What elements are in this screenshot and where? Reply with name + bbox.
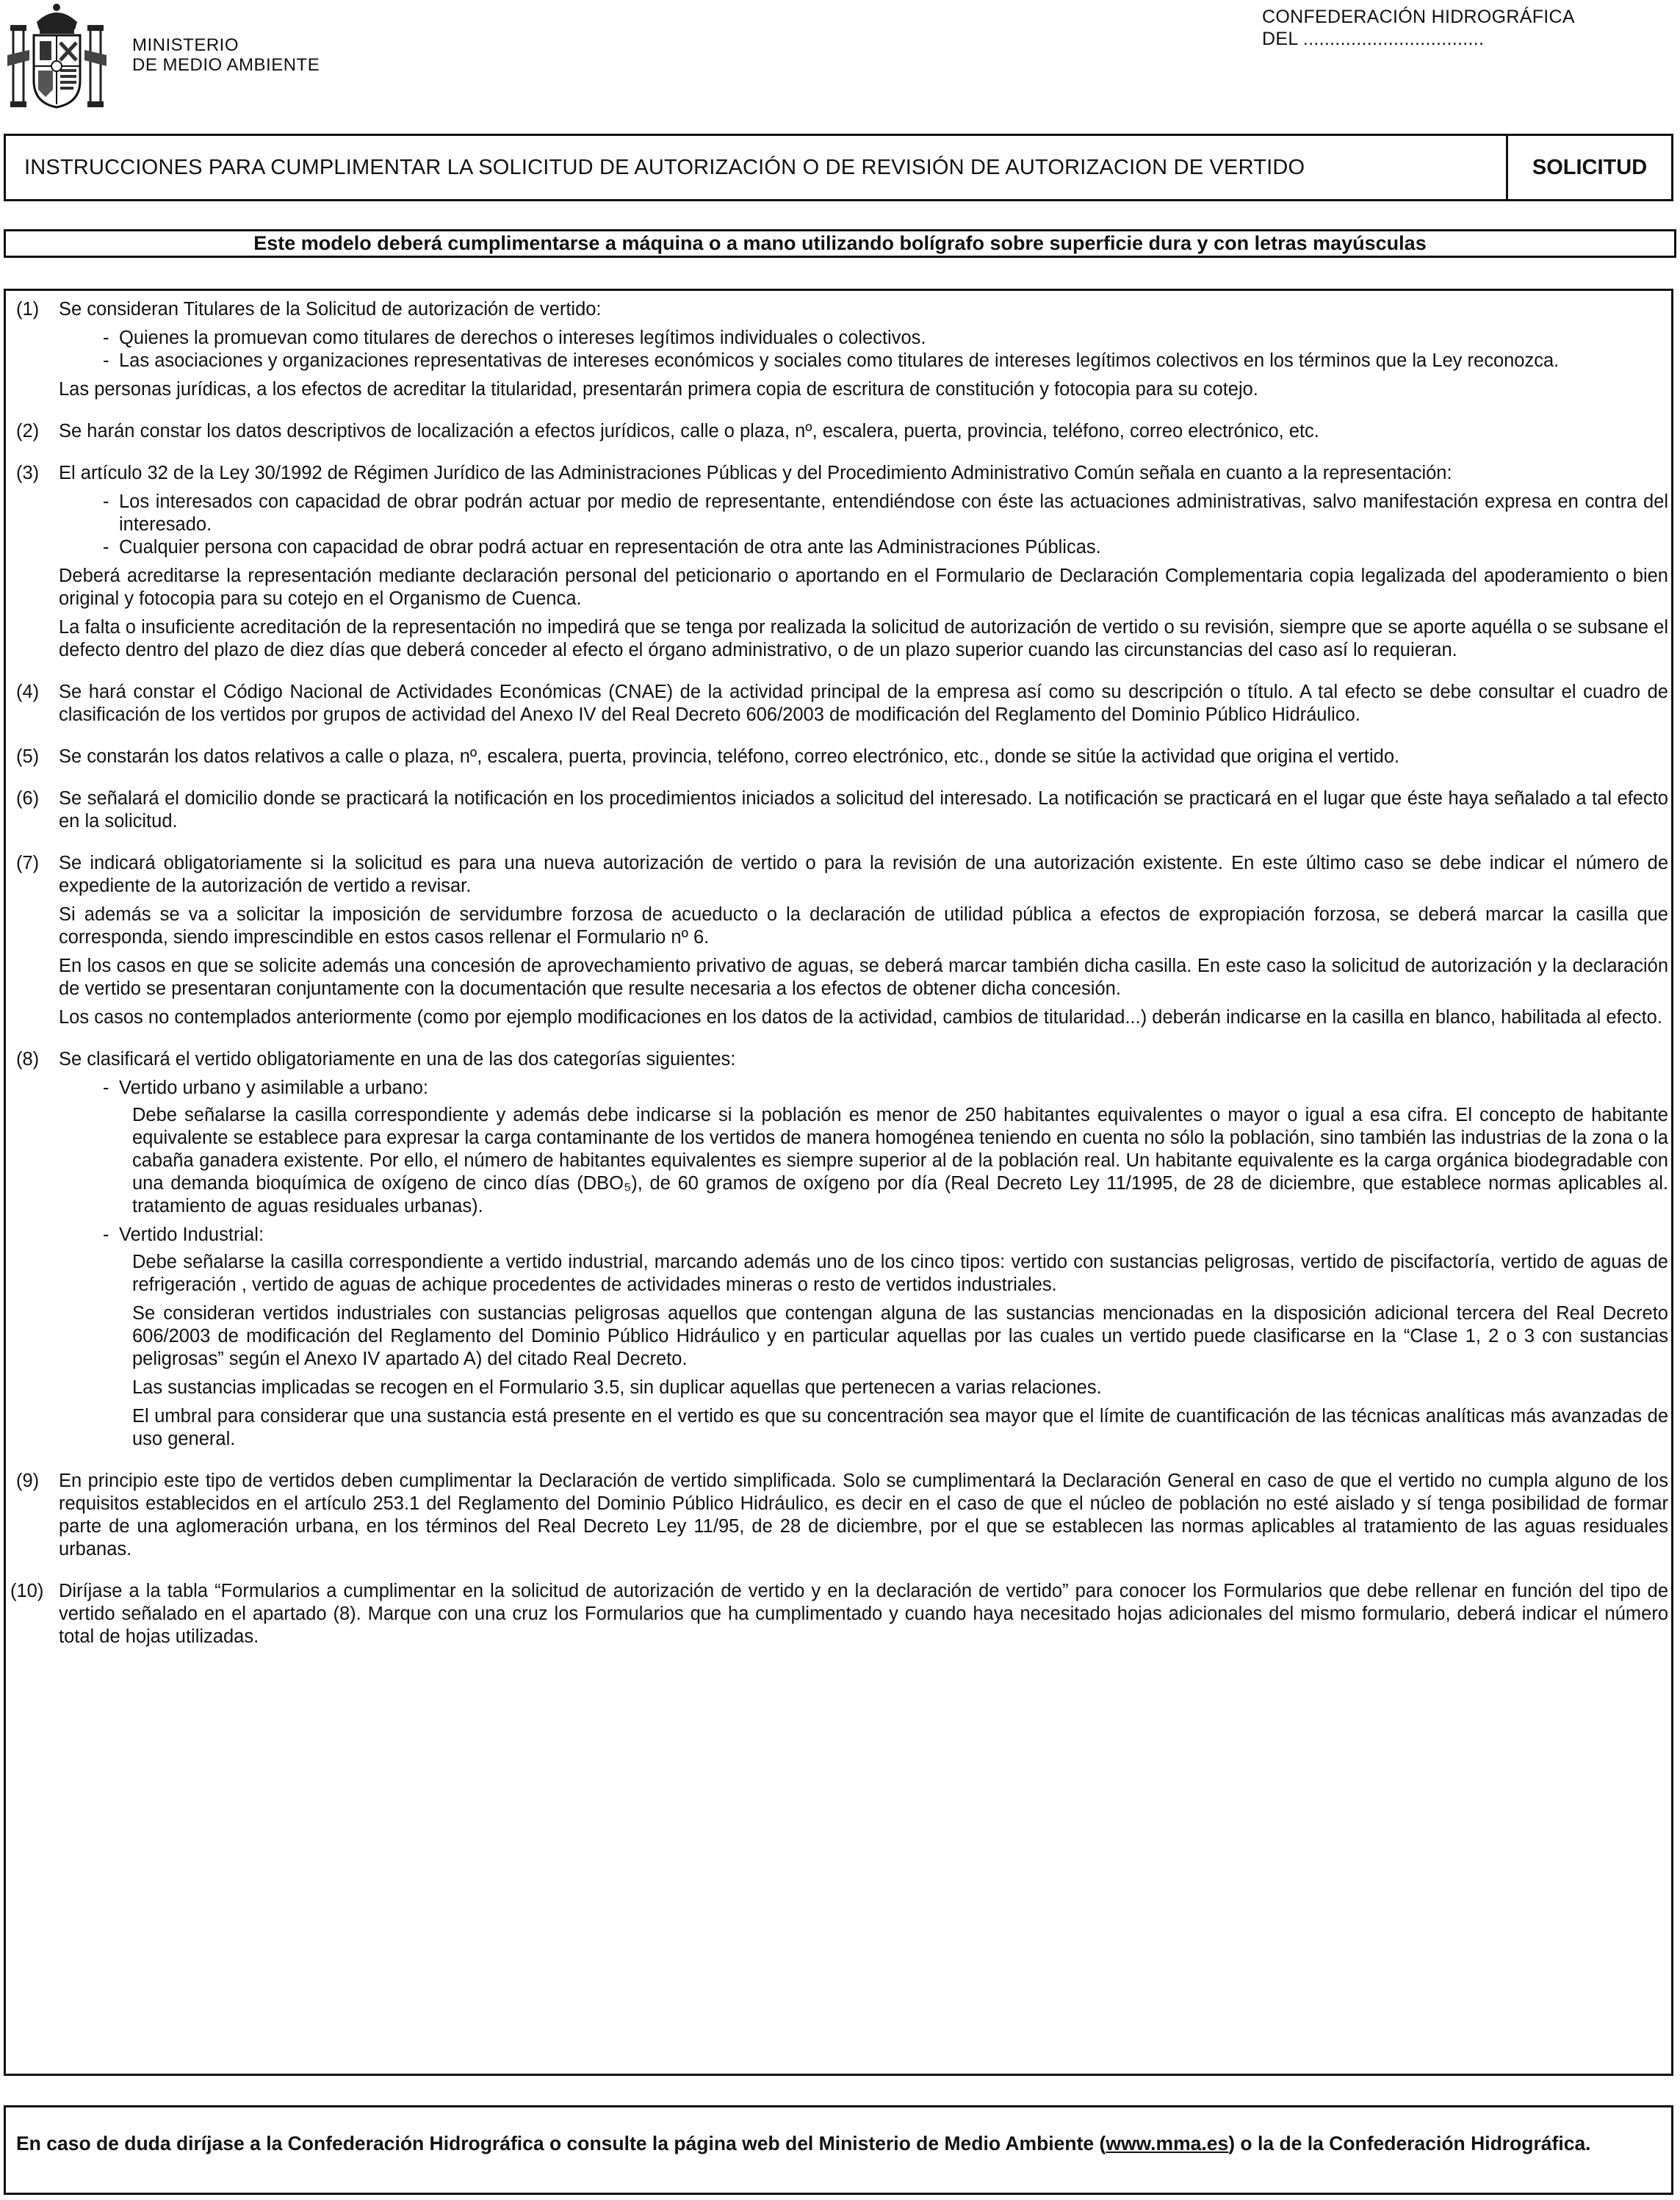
item-paragraph: Debe señalarse la casilla correspondiente a vertido industrial, marcando además uno de los cinco tipos: vertido con sustancias peligrosas, vertido de piscifactoría, vertido de aguas de refrigeración , vertido de aguas de achique procedentes de actividades mineras o resto de vertidos industriales.: [132, 1252, 1668, 1295]
item-number: (5): [16, 746, 40, 767]
instructions-list: [10, 298, 1668, 1648]
item-number: (4): [16, 682, 40, 702]
industrial-discharge-heading: - Vertido Industrial:: [59, 1224, 1668, 1247]
item-intro: Se consideran Titulares de la Solicitud de autorización de vertido:: [59, 299, 602, 320]
instruction-item-3: [10, 462, 1668, 662]
instruction-item-7: [10, 852, 1668, 1029]
item-paragraph: Diríjase a la tabla “Formularios a cumplimentar en la solicitud de autorización de vertido y en la declaración de vertido” para conocer los Formularios que debe rellenar en función del tipo de vertido señalado en el apartado (8). Marque con una cruz los Formularios que ha cumplimentado y cuando haya necesitado hojas adicionales del mismo formulario, deberá indicar el número total de hojas utilizadas.: [59, 1581, 1668, 1647]
document-type-tag: SOLICITUD: [1532, 156, 1648, 179]
title-bar: [4, 134, 1673, 201]
item-paragraph: Se hará constar el Código Nacional de Actividades Económicas (CNAE) de la actividad principal de la empresa así como su descripción o título. A tal efecto se debe consultar el cuadro de clasificación de los vertidos por grupos de actividad del Anexo IV del Real Decreto 606/2003 de modificación del Reglamento del Dominio Público Hidráulico.: [59, 682, 1668, 725]
item-paragraph: Se consideran vertidos industriales con sustancias peligrosas aquellos que contengan alguna de las sustancias mencionadas en la disposición adicional tercera del Real Decreto 606/2003 de modificación del Reglamento del Dominio Público Hidráulico y en particular aquellas por las cuales un vertido puede clasificarse en la “Clase 1, 2 o 3 con sustancias peligrosas” según el Anexo IV apartado A) del citado Real Decreto.: [132, 1303, 1668, 1369]
item-number: (10): [10, 1581, 44, 1601]
item-intro: El artículo 32 de la Ley 30/1992 de Régimen Jurídico de las Administraciones Públicas y del Procedimiento Administrativo Común señala en cuanto a la representación:: [59, 463, 1452, 483]
urban-discharge-heading: - Vertido urbano y asimilable a urbano:: [59, 1077, 1668, 1100]
bullet-list: [59, 327, 1668, 372]
ministry-line-1: MINISTERIO: [132, 35, 239, 55]
item-number: (9): [16, 1471, 40, 1491]
bullet-item: - Cualquier persona con capacidad de obrar podrá actuar en representación de otra ante las Administraciones Públicas.: [103, 536, 1668, 559]
bullet-item: - Los interesados con capacidad de obrar podrán actuar por medio de representante, entendiéndose con éste las actuaciones administrativas, salvo manifestación expresa en contra del interesado.: [103, 491, 1668, 536]
item-paragraph: En los casos en que se solicite además una concesión de aprovechamiento privativo de aguas, se deberá marcar también dicha casilla. En este caso la solicitud de autorización y la declaración de vertido se presentaran conjuntamente con la documentación que resulte necesaria a los efectos de obtener dicha concesión.: [59, 956, 1668, 999]
item-paragraph: Se indicará obligatoriamente si la solicitud es para una nueva autorización de vertido o para la revisión de una autorización existente. En este último caso se debe indicar el número de expediente de la autorización de vertido a revisar.: [59, 853, 1668, 896]
document-title: INSTRUCCIONES PARA CUMPLIMENTAR LA SOLICITUD DE AUTORIZACIÓN O DE REVISIÓN DE AUTORIZACION DE VERTIDO: [24, 156, 1305, 179]
item-number: (6): [16, 788, 40, 809]
item-number: (1): [16, 299, 40, 320]
item-paragraph: En principio este tipo de vertidos deben cumplimentar la Declaración de vertido simplificada. Solo se cumplimentará la Declaración General en caso de que el vertido no cumpla alguno de los requisitos establecidos en el artículo 253.1 del Reglamento del Dominio Público Hidráulico, es decir en el caso de que el núcleo de población no esté aislado y sí tenga posibilidad de formar parte de una aglomeración urbana, en los términos del Real Decreto Ley 11/95, de 28 de diciembre, por el que se establecen las normas aplicables al tratamiento de las aguas residuales urbanas.: [59, 1471, 1668, 1559]
bullet-list: [59, 491, 1668, 559]
confederation-line-1: CONFEDERACIÓN HIDROGRÁFICA: [1262, 7, 1575, 27]
instruction-item-5: [10, 746, 1668, 768]
item-number: (2): [16, 421, 40, 441]
item-number: (7): [16, 853, 40, 873]
item-paragraph: Los casos no contemplados anteriormente (como por ejemplo modificaciones en los datos de la actividad, cambios de titularidad...) deberán indicarse en la casilla en blanco, habilitada al efecto.: [59, 1007, 1662, 1028]
item-paragraph: La falta o insuficiente acreditación de la representación no impedirá que se tenga por realizada la solicitud de autorización de vertido o su revisión, siempre que se aporte aquélla o se subsane el defecto dentro del plazo de diez días que deberá conceder al efecto el órgano administrativo, o de un plazo superior cuando las circunstancias del caso así lo requieran.: [59, 617, 1668, 660]
instruction-item-9: [10, 1470, 1668, 1561]
instruction-item-2: [10, 420, 1668, 443]
confederation-line-2: DEL ..................................: [1262, 29, 1485, 49]
coat-of-arms-logo: [7, 0, 107, 110]
urban-discharge-body: [59, 1104, 1668, 1218]
item-paragraph: Se harán constar los datos descriptivos de localización a efectos jurídicos, calle o plaza, nº, escalera, puerta, provincia, teléfono, correo electrónico, etc.: [59, 421, 1319, 441]
instruction-item-1: [10, 298, 1668, 401]
item-number: (8): [16, 1049, 40, 1070]
ministry-name: [132, 35, 320, 75]
footer-text-end: ) o la de la Confederación Hidrográfica.: [1228, 2132, 1591, 2154]
item-paragraph: Las personas jurídicas, a los efectos de acreditar la titularidad, presentarán primera copia de escritura de constitución y fotocopia para su cotejo.: [59, 379, 1258, 400]
item-number: (3): [16, 463, 40, 483]
item-paragraph: Se constarán los datos relativos a calle o plaza, nº, escalera, puerta, provincia, teléfono, correo electrónico, etc., donde se sitúe la actividad que origina el vertido.: [59, 746, 1400, 767]
instruction-item-6: [10, 787, 1668, 833]
confederation-header: [1262, 6, 1575, 50]
item-paragraph: El umbral para considerar que una sustancia está presente en el vertido es que su concentración sea mayor que el límite de cuantificación de las técnicas analíticas más avanzadas de uso general.: [132, 1406, 1668, 1449]
help-footer: [4, 2105, 1673, 2195]
footer-text-start: En caso de duda diríjase a la Confederación Hidrográfica o consulte la página web del Ministerio de Medio Ambiente (: [16, 2132, 1106, 2154]
urban-discharge-section: [59, 1077, 1668, 1218]
ministry-website-link[interactable]: www.mma.es: [1106, 2132, 1229, 2154]
industrial-discharge-section: [59, 1224, 1668, 1451]
instruction-item-10: [10, 1580, 1668, 1648]
instructions-box: [4, 289, 1673, 2076]
item-paragraph: Si además se va a solicitar la imposición de servidumbre forzosa de acueducto o la declaración de utilidad pública a efectos de expropiación forzosa, se deberá marcar la casilla que corresponda, siendo imprescindible en estos casos rellenar el Formulario nº 6.: [59, 904, 1668, 948]
bullet-item: - Quienes la promuevan como titulares de derechos o intereses legítimos individuales o colectivos.: [103, 327, 1668, 350]
item-paragraph: Debe señalarse la casilla correspondiente y además debe indicarse si la población es menor de 250 habitantes equivalentes o mayor o igual a esa cifra. El concepto de habitante equivalente se establece para expresar la carga contaminante de los vertidos de manera homogénea teniendo en cuenta no sólo la población, sino también las industrias de la zona o la cabaña ganadera existente. Por ello, el número de habitantes equivalentes es siempre superior al de la población real. Un habitante equivalente es la carga orgánica biodegradable con una demanda bioquímica de oxígeno de cinco días (DBO₅), de 60 gramos de oxígeno por día (Real Decreto Ley 11/1995, de 28 de diciembre, que establece normas aplicables al. tratamiento de aguas residuales urbanas).: [132, 1105, 1668, 1216]
bullet-item: - Las asociaciones y organizaciones representativas de intereses económicos y sociales como titulares de intereses legítimos colectivos en los términos que la Ley reconozca.: [103, 350, 1668, 372]
ministry-line-2: DE MEDIO AMBIENTE: [132, 55, 320, 75]
item-paragraph: Las sustancias implicadas se recogen en el Formulario 3.5, sin duplicar aquellas que pertenecen a varias relaciones.: [132, 1377, 1102, 1398]
item-paragraph: Deberá acreditarse la representación mediante declaración personal del peticionario o aportando en el Formulario de Declaración Complementaria copia legalizada del apoderamiento o bien original y fotocopia para su cotejo en el Organismo de Cuenca.: [59, 566, 1668, 609]
item-intro: Se clasificará el vertido obligatoriamente en una de las dos categorías siguientes:: [59, 1049, 736, 1070]
industrial-discharge-body: [59, 1251, 1668, 1451]
item-paragraph: Se señalará el domicilio donde se practicará la notificación en los procedimientos iniciados a solicitud del interesado. La notificación se practicará en el lugar que éste haya señalado a tal efecto en la solicitud.: [59, 788, 1668, 832]
instruction-item-8: [10, 1048, 1668, 1451]
instruction-item-4: [10, 681, 1668, 726]
fill-in-notice: Este modelo deberá cumplimentarse a máquina o a mano utilizando bolígrafo sobre superficie dura y con letras mayúsculas: [4, 229, 1676, 258]
